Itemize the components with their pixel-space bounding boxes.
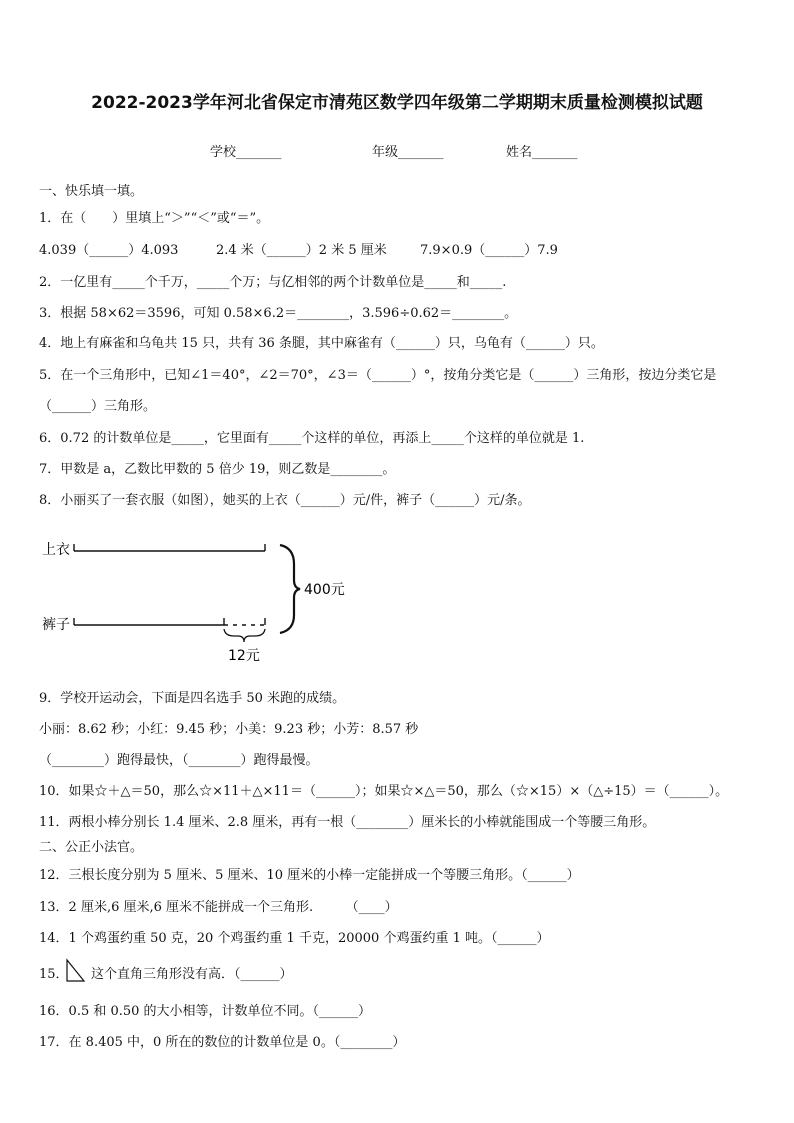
- question-14: 14．1 个鸡蛋约重 50 克，20 个鸡蛋约重 1 千克，20000 个鸡蛋约重 1 吨。（______）: [39, 931, 550, 946]
- name-field: 姓名_______: [506, 145, 578, 160]
- question-2: 2．一亿里有_____个千万，_____个万；与亿相邻的两个计数单位是_____和_____.: [39, 275, 507, 290]
- question-7: 7．甲数是 a，乙数比甲数的 5 倍少 19，则乙数是________。: [39, 462, 396, 477]
- question-15-text: 这个直角三角形没有高．（______）: [91, 967, 293, 982]
- question-10: 10．如果☆＋△＝50，那么☆×11＋△×11＝（______）；如果☆×△＝50，那么（☆×15）×（△÷15）＝（______）。: [39, 784, 729, 799]
- total-label: 400元: [304, 582, 345, 598]
- question-9: 9．学校开运动会，下面是四名选手 50 米跑的成绩。: [39, 691, 346, 706]
- figure-label-bottom: 裤子: [42, 617, 70, 633]
- question-15-number: 15．: [39, 967, 69, 982]
- question-5: 5．在一个三角形中，已知∠1＝40°，∠2＝70°，∠3＝（______）°，按角分类它是（______）三角形，按边分类它是: [39, 368, 717, 383]
- question-6: 6．0.72 的计数单位是_____，它里面有_____个这样的单位，再添上_____个这样的单位就是 1.: [39, 431, 585, 446]
- question-17: 17．在 8.405 中，0 所在的数位的计数单位是 0。（________）: [39, 1035, 406, 1050]
- question-9-data: 小丽：8.62 秒；小红：9.45 秒；小美：9.23 秒；小芳：8.57 秒: [39, 722, 419, 737]
- question-16: 16．0.5 和 0.50 的大小相等，计数单位不同。（______）: [39, 1004, 372, 1019]
- question-8: 8．小丽买了一套衣服（如图），她买的上衣（______）元/件，裤子（______）元/条。: [39, 493, 531, 508]
- difference-brace: [224, 629, 265, 642]
- section-2-heading: 二、公正小法官。: [39, 840, 144, 855]
- question-9-ask: （________）跑得最快，（________）跑得最慢。: [39, 753, 319, 768]
- question-1-part-b: 2.4 米（______）2 米 5 厘米: [216, 243, 387, 258]
- question-4: 4．地上有麻雀和乌龟共 15 只，共有 36 条腿，其中麻雀有（______）只，乌龟有（______）只。: [39, 336, 604, 351]
- figure-label-top: 上衣: [42, 542, 70, 558]
- clothes-price-figure: [38, 532, 358, 672]
- grade-field: 年级_______: [372, 145, 444, 160]
- school-field: 学校_______: [210, 145, 282, 160]
- question-1-part-c: 7.9×0.9（______）7.9: [420, 243, 558, 258]
- page-title: 2022-2023学年河北省保定市清苑区数学四年级第二学期期末质量检测模拟试题: [91, 93, 703, 113]
- question-13: 13．2 厘米,6 厘米,6 厘米不能拼成一个三角形. （____）: [39, 900, 398, 915]
- difference-label: 12元: [228, 648, 260, 664]
- question-11: 11．两根小棒分别长 1.4 厘米、2.8 厘米，再有一根（________）厘米长的小棒就能围成一个等腰三角形。: [39, 815, 656, 830]
- question-12: 12．三根长度分别为 5 厘米、5 厘米、10 厘米的小棒一定能拼成一个等腰三角形。（______）: [39, 868, 580, 883]
- section-1-heading: 一、快乐填一填。: [39, 184, 144, 199]
- total-brace: [280, 545, 300, 633]
- question-5-continued: （______）三角形。: [39, 399, 157, 414]
- question-1: 1．在（ ）里填上“＞”“＜”或“＝”。: [39, 211, 270, 226]
- right-triangle-figure: [64, 958, 86, 984]
- question-3: 3．根据 58×62＝3596，可知 0.58×6.2＝________，3.596÷0.62＝________。: [39, 306, 518, 321]
- question-1-part-a: 4.039（______）4.093: [39, 243, 179, 258]
